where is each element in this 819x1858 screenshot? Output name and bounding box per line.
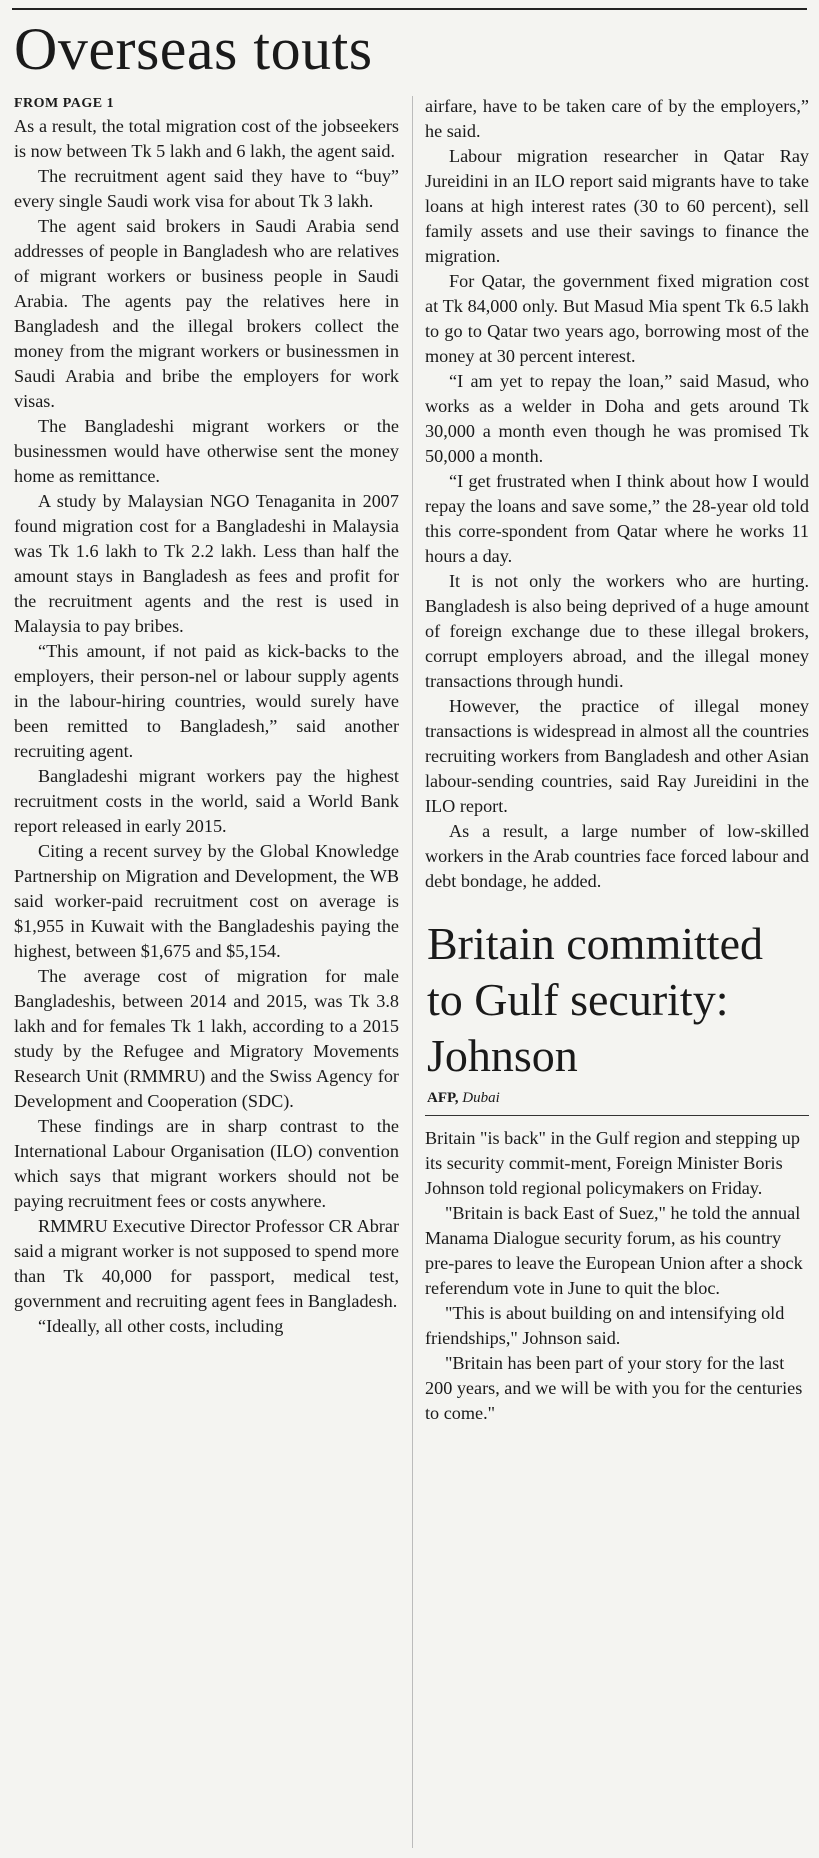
byline-place: Dubai: [462, 1090, 500, 1106]
right-column: [425, 94, 809, 1426]
paragraph: "Britain is back East of Suez," he told the annual Manama Dialogue security forum, as his country pre-pares to leave the European Union after a shock referendum vote in June to quit the bloc.: [425, 1203, 803, 1298]
paragraph: “I am yet to repay the loan,” said Masud, who works as a welder in Doha and gets around Tk 30,000 a month even though he was promised Tk 50,000 a month.: [425, 371, 809, 466]
paragraph: “This amount, if not paid as kick-backs to the employers, their person-nel or labour supply agents in the labour-hiring countries, would surely have been remitted to Bangladesh,” said another recruiting agent.: [14, 641, 399, 761]
paragraph: It is not only the workers who are hurting. Bangladesh is also being deprived of a huge amount of foreign exchange due to these illegal brokers, corrupt employers abroad, and the illegal money transactions through hundi.: [425, 571, 809, 691]
byline: [427, 1090, 809, 1107]
paragraph: "Britain has been part of your story for the last 200 years, and we will be with you for the centuries to come.": [425, 1353, 803, 1423]
paragraph: Citing a recent survey by the Global Knowledge Partnership on Migration and Development, the WB said worker-paid recruitment cost on average is $1,955 in Kuwait with the Bangladeshis paying the highest, between $1,675 and $5,154.: [14, 841, 399, 961]
left-column: [14, 96, 399, 1339]
paragraph: The Bangladeshi migrant workers or the businessmen would have otherwise sent the money home as remittance.: [14, 416, 399, 486]
paragraph: “Ideally, all other costs, including: [38, 1316, 284, 1336]
paragraph: These findings are in sharp contrast to the International Labour Organisation (ILO) convention which says that migrant workers should not be paying recruitment fees or costs anywhere.: [14, 1116, 399, 1211]
story-continuation: [425, 94, 809, 894]
paragraph: The agent said brokers in Saudi Arabia send addresses of people in Bangladesh who are relatives of migrant workers or business people in Saudi Arabia. The agents pay the relatives here in Bangladesh and the illegal brokers collect the money from the migrant workers or businessmen in Saudi Arabia and bribe the employers for work visas.: [14, 216, 399, 411]
paragraph: Labour migration researcher in Qatar Ray Jureidini in an ILO report said migrants have to take loans at high interest rates (30 to 60 percent), sell family assets and use their savings to finance the migration.: [425, 146, 809, 266]
paragraph: "This is about building on and intensifying old friendships," Johnson said.: [425, 1303, 785, 1348]
story2-headline: Britain committed to Gulf security: Johnson: [427, 918, 763, 1081]
paragraph: For Qatar, the government fixed migration cost at Tk 84,000 only. But Masud Mia spent Tk 6.5 lakh to go to Qatar two years ago, borrowing most of the money at 30 percent interest.: [425, 271, 809, 366]
paragraph: The recruitment agent said they have to “buy” every single Saudi work visa for about Tk 3 lakh.: [14, 166, 399, 211]
paragraph: Britain "is back" in the Gulf region and stepping up its security commit-ment, Foreign Minister Boris Johnson told regional policymakers on Friday.: [425, 1128, 800, 1198]
paragraph: As a result, a large number of low-skilled workers in the Arab countries face forced labour and debt bondage, he added.: [425, 821, 809, 891]
top-rule: [12, 8, 807, 10]
column-divider: [412, 96, 413, 1848]
paragraph: As a result, the total migration cost of the jobseekers is now between Tk 5 lakh and 6 lakh, the agent said.: [14, 116, 399, 161]
paragraph: The average cost of migration for male Bangladeshis, between 2014 and 2015, was Tk 3.8 lakh and for females Tk 1 lakh, according to a 2015 study by the Refugee and Migratory Movements Research Unit (RMMRU) and the Swiss Agency for Development and Cooperation (SDC).: [14, 966, 399, 1111]
paragraph: airfare, have to be taken care of by the employers,” he said.: [425, 96, 809, 141]
byline-agency: AFP,: [427, 1090, 459, 1106]
page-headline: Overseas touts: [14, 16, 373, 82]
paragraph: A study by Malaysian NGO Tenaganita in 2007 found migration cost for a Bangladeshi in Malaysia was Tk 1.6 lakh to Tk 2.2 lakh. Less than half the amount stays in Bangladesh as fees and profit for the recruitment agents and the rest is used in Malaysia to pay bribes.: [14, 491, 399, 636]
kicker: FROM PAGE 1: [14, 96, 115, 111]
paragraph: However, the practice of illegal money transactions is widespread in almost all the countries recruiting workers from Bangladesh and other Asian labour-sending countries, said Ray Jureidini in the ILO report.: [425, 696, 809, 816]
paragraph: Bangladeshi migrant workers pay the highest recruitment costs in the world, said a World Bank report released in early 2015.: [14, 766, 399, 836]
story2-rule: [425, 1115, 809, 1116]
story2-body: [425, 1126, 809, 1426]
paragraph: “I get frustrated when I think about how I would repay the loans and save some,” the 28-year old told this corre-spondent from Qatar where he works 11 hours a day.: [425, 471, 809, 566]
paragraph: RMMRU Executive Director Professor CR Abrar said a migrant worker is not supposed to spend more than Tk 40,000 for passport, medical test, government and recruiting agent fees in Bangladesh.: [14, 1216, 399, 1311]
